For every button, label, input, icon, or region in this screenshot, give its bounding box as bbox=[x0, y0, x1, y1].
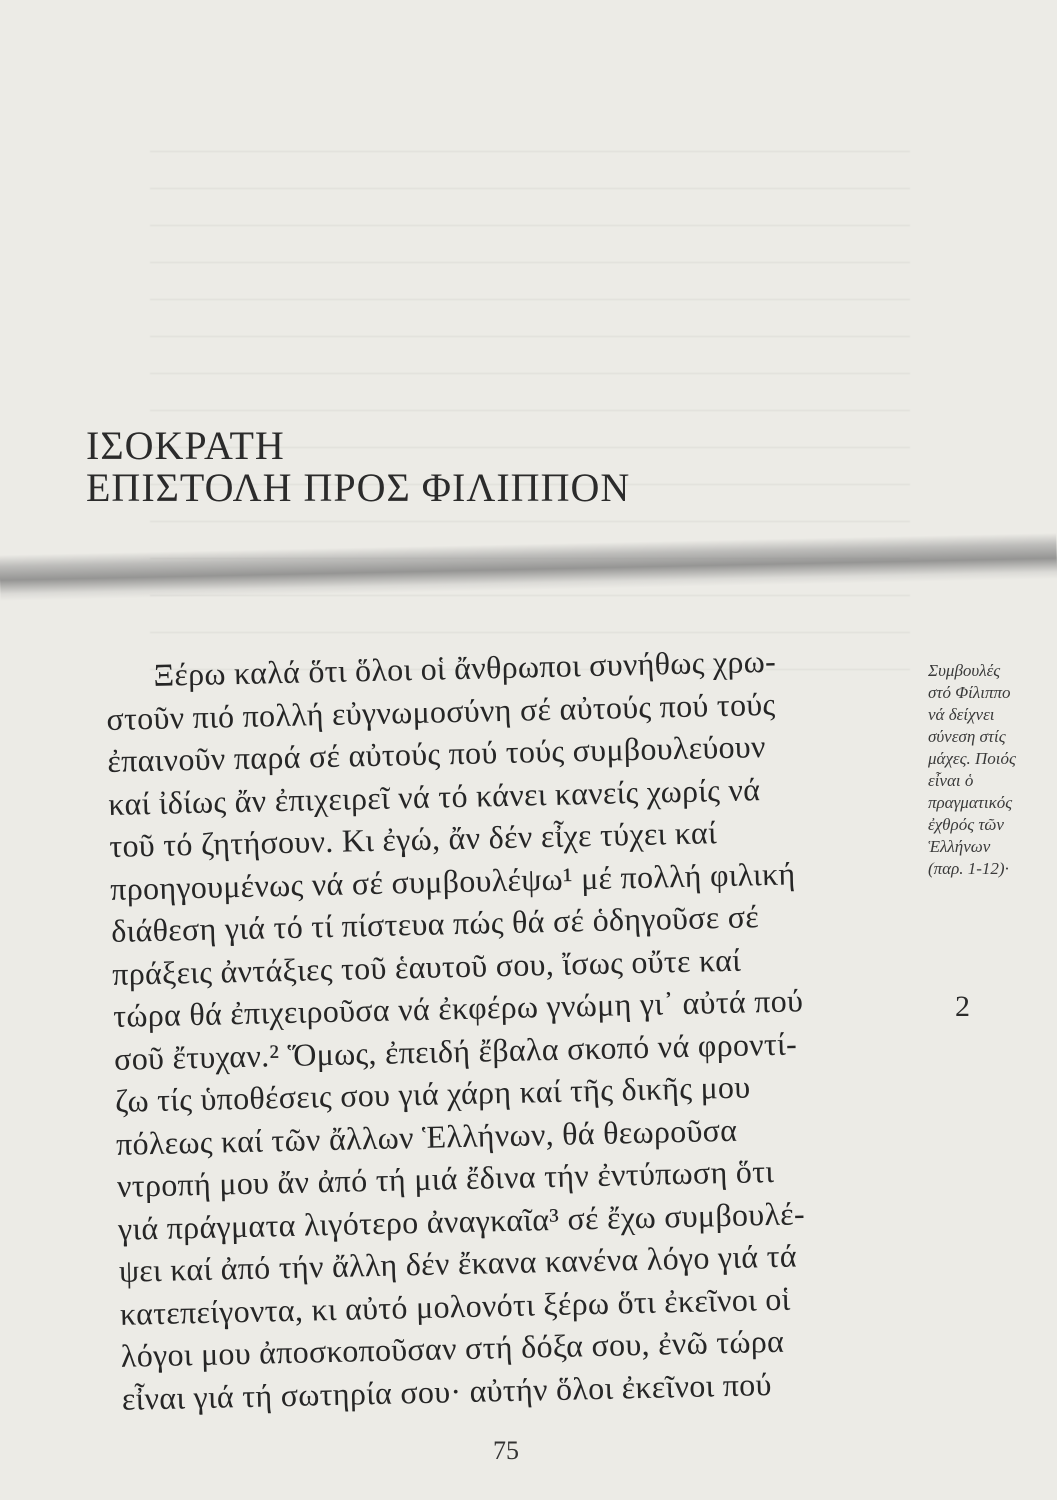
text-line: τώρα θά ἐπιχειροῦσα νά ἐκφέρω γνώμη γι᾽ αὐτά πού bbox=[112, 982, 804, 1034]
margin-line: Ἑλλήνων bbox=[928, 837, 991, 856]
margin-line: σύνεση στίς bbox=[928, 727, 1006, 746]
margin-line: εἶναι ὁ bbox=[928, 771, 974, 790]
text-line: σοῦ ἔτυχαν.² Ὅμως, ἐπειδή ἔβαλα σκοπό νά φροντί- bbox=[113, 1024, 798, 1077]
margin-line: μάχες. Ποιός bbox=[928, 749, 1016, 768]
text-line: Ξέρω καλά ὅτι ὅλοι οἱ ἄνθρωποι συνήθως χρω- bbox=[153, 642, 777, 693]
paragraph-number: 2 bbox=[955, 990, 970, 1023]
text-line: ψει καί ἀπό τήν ἄλλη δέν ἔκανα κανένα λόγο γιά τά bbox=[118, 1237, 798, 1289]
text-line: καί ἰδίως ἄν ἐπιχειρεῖ νά τό κάνει κανείς χωρίς νά bbox=[107, 770, 761, 822]
text-line: προηγουμένως νά σέ συμβουλέψω¹ μέ πολλή φιλική bbox=[109, 854, 796, 907]
text-line: πόλεως καί τῶν ἄλλων Ἑλλήνων, θά θεωροῦσα bbox=[115, 1111, 738, 1162]
margin-line: πραγματικός bbox=[928, 793, 1013, 812]
text-line: λόγοι μου ἀποσκοποῦσαν στή δόξα σου, ἐνῶ τώρα bbox=[120, 1322, 785, 1374]
page-number: 75 bbox=[493, 1436, 519, 1465]
margin-line: Συμβουλές bbox=[928, 661, 1001, 680]
text-line: πράξεις ἀντάξιες τοῦ ἑαυτοῦ σου, ἴσως οὔτε καί bbox=[111, 941, 742, 992]
text-line: τοῦ τό ζητήσουν. Κι ἐγώ, ἄν δέν εἶχε τύχει καί bbox=[108, 814, 718, 864]
main-text bbox=[105, 637, 922, 1420]
margin-line: (παρ. 1-12)· bbox=[928, 859, 1009, 878]
text-line: ζω τίς ὑποθέσεις σου γιά χάρη καί τῆς δικῆς μου bbox=[114, 1068, 751, 1119]
chapter-title bbox=[86, 425, 786, 509]
margin-line: νά δείχνει bbox=[928, 705, 995, 724]
text-line: διάθεση γιά τό τί πίστευα πώς θά σέ ὁδηγοῦσε σέ bbox=[110, 898, 760, 949]
title-author: ΙΣΟΚΡΑΤΗ bbox=[86, 423, 285, 468]
text-line: ἐπαινοῦν παρά σέ αὐτούς πού τούς συμβουλεύουν bbox=[106, 728, 767, 779]
text-line: ντροπή μου ἄν ἀπό τή μιά ἔδινα τήν ἐντύπωση ὅτι bbox=[116, 1152, 775, 1204]
text-line: γιά πράγματα λιγότερο ἀναγκαῖα³ σέ ἔχω συμβουλέ- bbox=[117, 1194, 806, 1247]
text-line: εἶναι γιά τή σωτηρία σου· αὐτήν ὅλοι ἐκεῖνοι πού bbox=[121, 1365, 772, 1417]
title-work: ΕΠΙΣΤΟΛΗ ΠΡΟΣ ΦΙΛΙΠΠΟΝ bbox=[86, 465, 631, 510]
title-divider bbox=[0, 533, 1057, 601]
text-line: κατεπείγοντα, κι αὐτό μολονότι ξέρω ὅτι ἐκεῖνοι οἱ bbox=[119, 1280, 791, 1332]
text-line: στοῦν πιό πολλή εὐγνωμοσύνη σέ αὐτούς πού τούς bbox=[106, 685, 776, 737]
margin-summary bbox=[928, 660, 1057, 880]
margin-line: στό Φίλιππο bbox=[928, 683, 1011, 702]
margin-line: ἐχθρός τῶν bbox=[928, 815, 1004, 834]
